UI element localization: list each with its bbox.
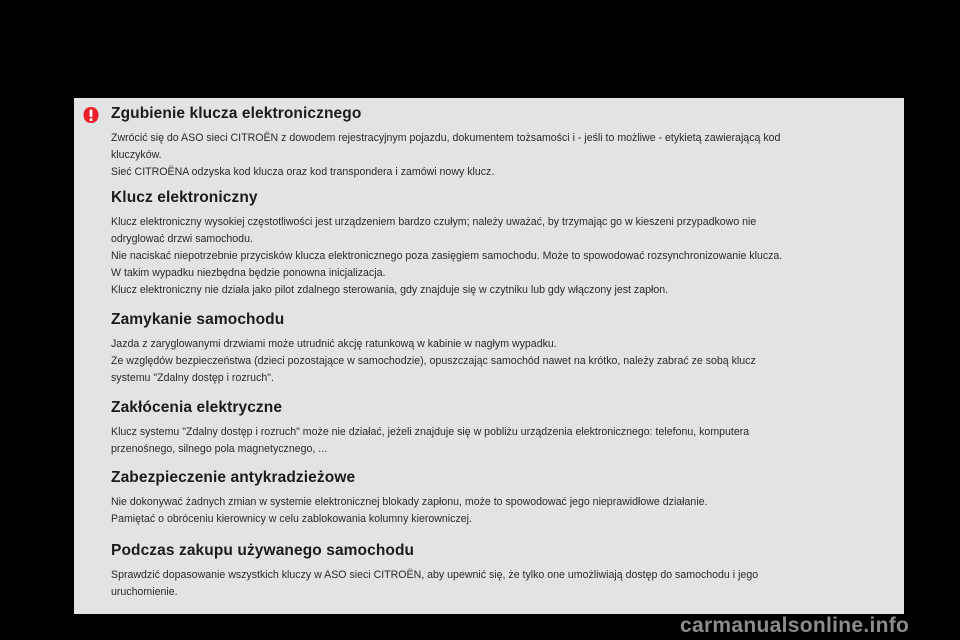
section-heading: Zakłócenia elektryczne xyxy=(111,399,283,416)
exclamation-circle-icon xyxy=(82,106,100,124)
section-heading: Zgubienie klucza elektronicznego xyxy=(111,105,362,122)
section-heading: Podczas zakupu używanego samochodu xyxy=(111,542,415,559)
section-heading: Klucz elektroniczny xyxy=(111,189,258,206)
section-text: Klucz systemu "Zdalny dostęp i rozruch" może nie działać, jeżeli znajduje się w pobliżu urządzenia elektronicznego: telefonu, komputera przenośnego, silnego pola magnetycznego, ... xyxy=(111,426,750,455)
section-text: Nie dokonywać żadnych zmian w systemie elektronicznej blokady zapłonu, może to spowodować jego nieprawidłowe działanie. Pamiętać o obróceniu kierownicy w celu zablokowania kolumny kierowniczej. xyxy=(111,496,708,525)
section-text: Jazda z zaryglowanymi drzwiami może utrudnić akcję ratunkową w kabinie w nagłym wypadku. Ze względów bezpieczeństwa (dzieci pozostające w samochodzie), opuszczając samochód nawet na krótko, należy zabrać ze sobą klucz systemu "Zdalny dostęp i rozruch". xyxy=(111,338,756,384)
section-locking-vehicle xyxy=(111,310,756,387)
section-electronic-key xyxy=(111,188,782,299)
watermark: carmanualsonline.info xyxy=(680,614,910,637)
section-electrical-interference xyxy=(111,398,749,458)
section-lost-key xyxy=(111,104,780,181)
section-text: Sprawdzić dopasowanie wszystkich kluczy w ASO sieci CITROËN, aby upewnić się, że tylko one umożliwiają dostęp do samochodu i jego uruchomienie. xyxy=(111,569,759,598)
section-heading: Zabezpieczenie antykradzieżowe xyxy=(111,469,356,486)
section-used-vehicle-purchase xyxy=(111,541,758,601)
section-heading: Zamykanie samochodu xyxy=(111,311,285,328)
section-text: Klucz elektroniczny wysokiej częstotliwości jest urządzeniem bardzo czułym; należy uważać, by trzymając go w kieszeni przypadkowo nie odryglować drzwi samochodu. Nie naciskać niepotrzebnie przycisków klucza elektronicznego poza zasięgiem samochodu. Może to spowodować rozsynchronizowanie klucza. W takim wypadku niezbędna będzie ponowna inicjalizacja. Klucz elektroniczny nie działa jako pilot zdalnego sterowania, gdy znajduje się w czytniku lub gdy włączony jest zapłon. xyxy=(111,216,783,296)
section-anti-theft xyxy=(111,468,708,528)
section-text: Zwrócić się do ASO sieci CITROËN z dowodem rejestracyjnym pojazdu, dokumentem tożsamości i - jeśli to możliwe - etykietą zawierającą kod kluczyków. Sieć CITROËNA odzyska kod klucza oraz kod transpondera i zamówi nowy klucz. xyxy=(111,132,781,178)
